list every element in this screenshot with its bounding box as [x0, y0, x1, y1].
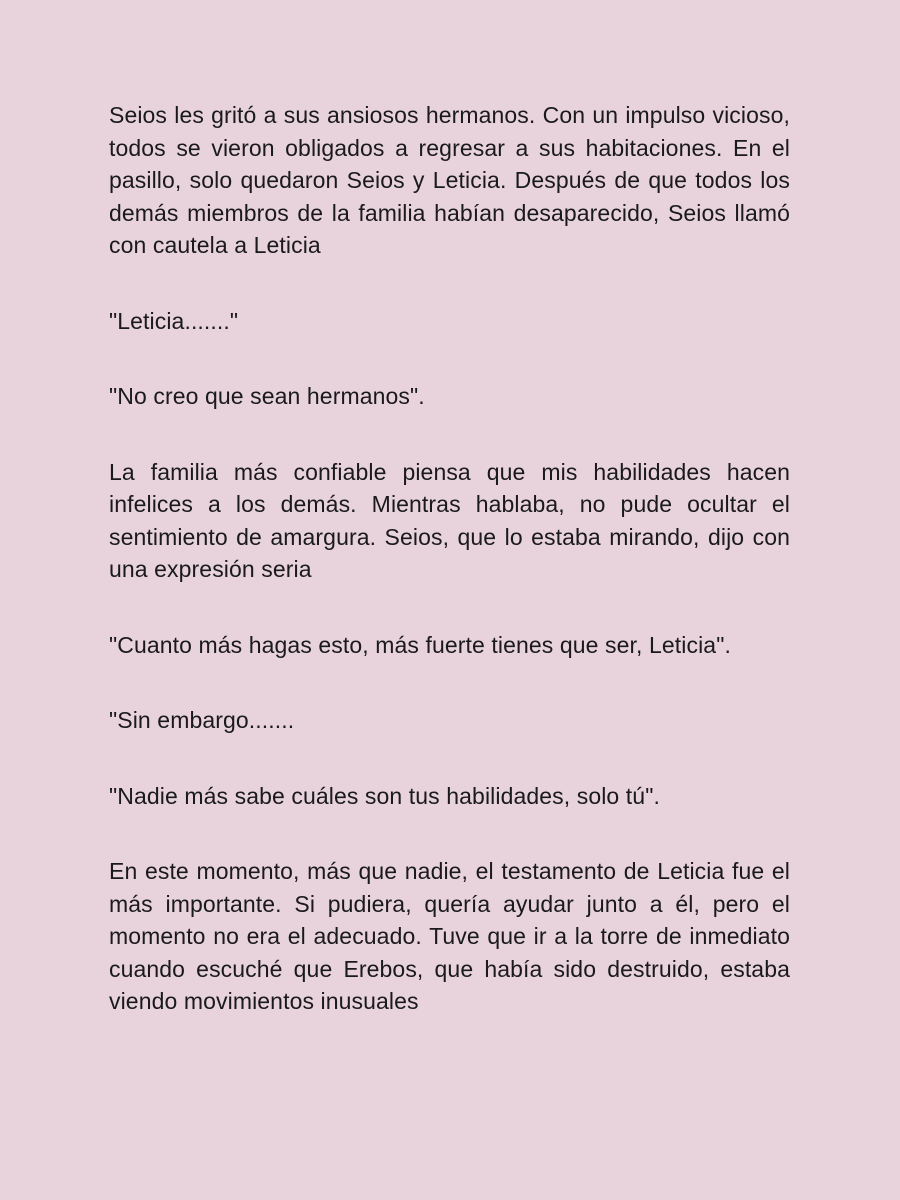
paragraph-8: En este momento, más que nadie, el testamento de Leticia fue el más importante. Si pudiera, quería ayudar junto a él, pero el momento no era el adecuado. Tuve que ir a la torre de inmediato cuando escuché que Erebos, que había sido destruido, estaba viendo movimientos inusuales: [109, 858, 790, 1014]
paragraph-5: "Cuanto más hagas esto, más fuerte tienes que ser, Leticia".: [109, 631, 731, 658]
paragraph-6: "Sin embargo.......: [109, 707, 295, 733]
paragraph-3: "No creo que sean hermanos".: [109, 383, 425, 409]
paragraph-4: La familia más confiable piensa que mis habilidades hacen infelices a los demás. Mientras hablaba, no pude ocultar el sentimiento de amargura. Seios, que lo estaba mirando, dijo con una expresión seria: [109, 458, 790, 582]
paragraph-1: Seios les gritó a sus ansiosos hermanos. Con un impulso vicioso, todos se vieron obligados a regresar a sus habitaciones. En el pasillo, solo quedaron Seios y Leticia. Después de que todos los demás miembros de la familia habían desaparecido, Seios llamó con cautela a Leticia: [109, 102, 790, 258]
paragraph-2: "Leticia.......": [109, 307, 239, 334]
paragraph-7: "Nadie más sabe cuáles son tus habilidades, solo tú".: [109, 782, 660, 809]
